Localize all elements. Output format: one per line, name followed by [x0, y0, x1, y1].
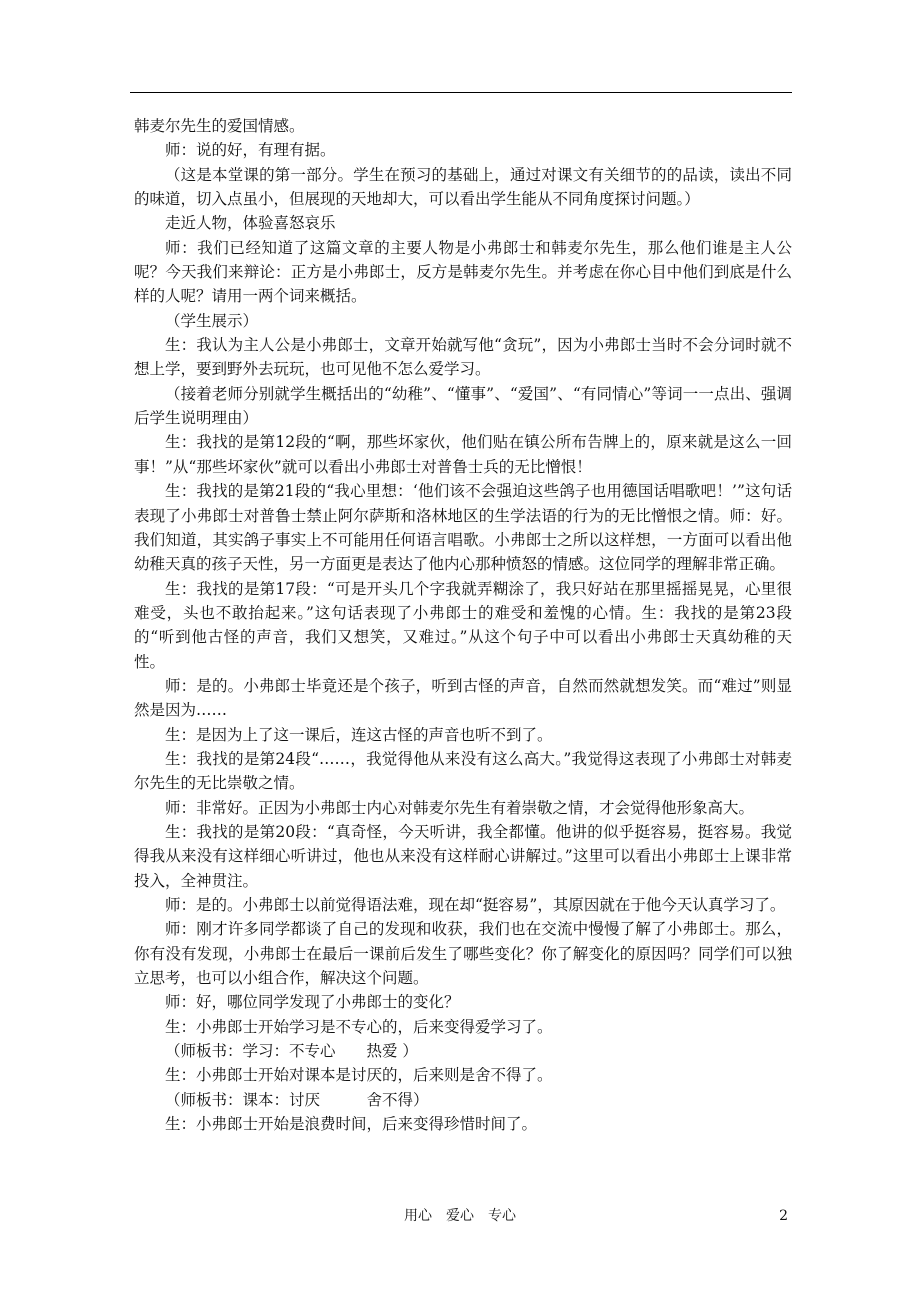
paragraph: 生：我找的是第20段：“真奇怪，今天听讲，我全都懂。他讲的似乎挺容易，挺容易。我觉得我从来没有这样细心听讲过，他也从来没有这样耐心讲解过。”这里可以看出小弗郎士上课非常投入，全神贯注。 [134, 822, 792, 890]
document-body [134, 114, 792, 1136]
paragraph: 师：是的。小弗郎士毕竟还是个孩子，听到古怪的声音，自然而然就想发笑。而“难过”则显然是因为…… [134, 676, 792, 720]
page-number: 2 [779, 1208, 788, 1224]
paragraph: 师：我们已经知道了这篇文章的主要人物是小弗郎士和韩麦尔先生，那么他们谁是主人公呢？今天我们来辩论：正方是小弗郎士，反方是韩麦尔先生。并考虑在你心目中他们到底是什么样的人呢？请用一两个词来概括。 [134, 238, 792, 306]
paragraph: 生：小弗郎士开始是浪费时间，后来变得珍惜时间了。 [165, 1115, 538, 1134]
paragraph: 韩麦尔先生的爱国情感。 [134, 117, 305, 135]
paragraph: 师：非常好。正因为小弗郎士内心对韩麦尔先生有着崇敬之情，才会觉得他形象高大。 [165, 798, 755, 817]
header-rule [130, 92, 792, 93]
paragraph: 师：是的。小弗郎士以前觉得语法难，现在却“挺容易”，其原因就在于他今天认真学习了。 [165, 896, 786, 914]
paragraph: 生：我找的是第24段“……，我觉得他从来没有这么高大。”我觉得这表现了小弗郎士对韩麦尔先生的无比崇敬之情。 [134, 749, 792, 793]
paragraph: （师板书：课本：讨厌 舍不得） [165, 1090, 429, 1109]
paragraph: 师：刚才许多同学都谈了自己的发现和收获，我们也在交流中慢慢了解了小弗郎士。那么，你有没有发现，小弗郎士在最后一课前后发生了哪些变化？你了解变化的原因吗？同学们可以独立思考，也可以小组合作，解决这个问题。 [134, 920, 792, 988]
paragraph: （这是本堂课的第一部分。学生在预习的基础上，通过对课文有关细节的的品读，读出不同的味道，切入点虽小，但展现的天地却大，可以看出学生能从不同角度探讨问题。） [134, 165, 792, 209]
paragraph: 生：我找的是第17段：“可是开头几个字我就弄糊涂了，我只好站在那里摇摇晃晃，心里很难受，头也不敢抬起来。”这句话表现了小弗郎士的难受和羞愧的心情。生：我找的是第23段的“听到他古怪的声音，我们又想笑，又难过。”从这个句子中可以看出小弗郎士天真幼稚的天性。 [134, 579, 792, 671]
paragraph: 生：我找的是第21段的“我心里想：‘他们该不会强迫这些鸽子也用德国话唱歌吧！’”这句话表现了小弗郎士对普鲁士禁止阿尔萨斯和洛林地区的生学法语的行为的无比憎恨之情。师：好。我们知道，其实鸽子事实上不可能用任何语言唱歌。小弗郎士之所以这样想，一方面可以看出他幼稚天真的孩子天性，另一方面更是表达了他内心那种愤怒的情感。这位同学的理解非常正确。 [134, 482, 792, 574]
paragraph: 生：我找的是第12段的“啊，那些坏家伙，他们贴在镇公所布告牌上的，原来就是这么一回事！”从“那些坏家伙”就可以看出小弗郎士对普鲁士兵的无比憎恨！ [134, 433, 792, 476]
paragraph: 生：是因为上了这一课后，连这古怪的声音也听不到了。 [165, 725, 553, 744]
paragraph: （接着老师分别就学生概括出的“幼稚”、“懂事”、“爱国”、“有同情心”等词一一点出、强调后学生说明理由） [134, 384, 792, 428]
footer-motto: 用心 爱心 专心 [404, 1208, 516, 1224]
paragraph: 师：说的好，有理有据。 [165, 141, 336, 160]
paragraph: 生：小弗郎士开始学习是不专心的，后来变得爱学习了。 [165, 1017, 553, 1036]
paragraph: （师板书：学习：不专心 热爱 ） [165, 1042, 418, 1061]
paragraph: 师：好，哪位同学发现了小弗郎士的变化？ [165, 993, 460, 1012]
section-heading: 走近人物，体验喜怒哀乐 [165, 214, 336, 233]
paragraph: 生：小弗郎士开始对课本是讨厌的，后来则是舍不得了。 [165, 1066, 553, 1085]
paragraph: 生：我认为主人公是小弗郎士，文章开始就写他“贪玩”，因为小弗郎士当时不会分词时就不想上学，要到野外去玩玩，也可见他不怎么爱学习。 [134, 336, 792, 379]
paragraph: （学生展示） [165, 311, 259, 330]
